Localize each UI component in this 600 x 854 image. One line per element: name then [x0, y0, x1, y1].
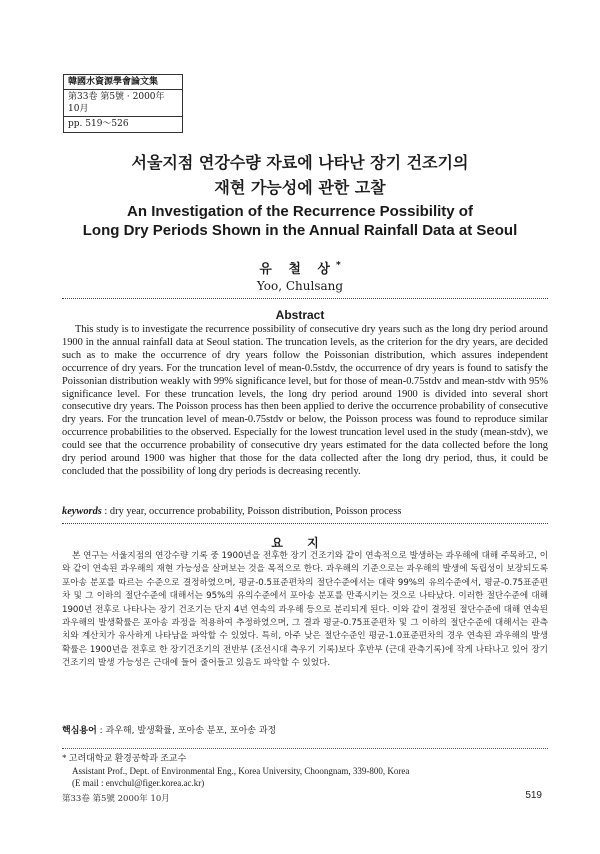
- footnote-affiliation-kr: * 고려대학교 환경공학과 조교수: [62, 753, 187, 763]
- korean-summary-text: 본 연구는 서울지점의 연강수량 기록 중 1900년을 전후한 장기 건조기와 같이 연속적으로 발생하는 과우해에 대해 주목하고, 이와 같이 연속된 과우해의 재현 가능성을 살펴보는 것을 목적으로 한다. 과우해의 기준으로는 과우해의 발생에 독립성이 보장되도록 포아송 분포를 따르는 수준으로 결정하였으며, 평균-0.5표준편차의 절단수준에서는 대략 99%의 유의수준에서, 평균-0.75표준편차 및 그 이하의 절단수준에 대해서는 95%의 유의수준에서 포아송 분포를 만족시키는 것으로 나타났다. 이러한 절단수준에 대해 1900년 전후로 나타나는 장기 건조기는 단지 4년 연속의 과우해 등으로 분리되게 된다. 이와 같이 결정된 절단수준에 대해 연속된 과우해의 발생확률은 포아송 과정을 적용하여 추정하였으며, 그 결과 평균-0.75표준편차 및 그 이하의 절단수준에 대해서는 관측치와 계산치가 유사하게 나타남을 파악할 수 있었다. 특히, 아주 낮은 절단수준인 평균-1.0표준편차의 경우 연속된 과우해의 발생확률은 1900년을 전후로 한 장기건조기의 전반부 (조선시대 측우기 기록)보다 후반부 (근대 관측기록)에 작게 나타나고 있어 장기 건조기의 발생 가능성은 근대에 들어 줄어들고 있음도 파악할 수 있었다.: [62, 551, 548, 669]
- journal-volume: 第33卷 第5號 · 2000年 10月: [64, 90, 182, 117]
- abstract-text: This study is to investigate the recurrence possibility of consecutive dry years such as the long dry period around 1900 in the annual rainfall data at Seoul station. The truncation levels, as the criterion for the dry years, are decided such as to make the occurrence of dry years follow the Poissonian distribution, which assures independent occurrence of dry years. For the truncation level of mean-0.5stdv, the occurrence of dry years is found to satisfy the Poissonian distribution weakly with 99% significance level, but for those of mean-0.75stdv and mean-stdv with 95% significance level. For these truncation levels, the long dry period around 1900 is divided into several short consecutive dry years. The Poisson process has then been applied to derive the occurrence probability of consecutive dry years. For the truncation level of mean-0.75stdv or below, the Poisson process was found to reproduce similar occurrence probabilities to the observed. Especially for the lowest truncation level used in the study (mean-stdv), we could see that the occurrence probability of consecutive dry years estimated for the data collected before the long dry period around 1900 was higher that those for the data collected after the long dry period, thus, it could be concluded that the possibility of long dry periods is decreasing recently.: [62, 324, 548, 477]
- footnote-divider: [62, 748, 548, 749]
- author-footnote-mark: *: [336, 260, 341, 271]
- author-korean: [0, 258, 600, 277]
- english-title-line-1: An Investigation of the Recurrence Possibility of: [127, 203, 473, 220]
- korean-title-line-2: 재현 가능성에 관한 고찰: [214, 178, 386, 197]
- core-keywords-list: : 과우해, 발생확률, 포아송 분포, 포아송 과정: [96, 726, 277, 736]
- korean-title-line-1: 서울지점 연강수량 자료에 나타난 장기 건조기의: [131, 153, 469, 172]
- journal-pages: pp. 519～526: [68, 119, 129, 130]
- author-korean-name: 유 철 상: [259, 262, 336, 277]
- page-number: 519: [525, 790, 542, 801]
- english-title-line-2: Long Dry Periods Shown in the Annual Rainfall Data at Seoul: [82, 222, 518, 239]
- korean-summary-heading: 요 지: [271, 536, 329, 550]
- keywords-list: : dry year, occurrence probability, Poisson distribution, Poisson process: [101, 506, 402, 517]
- keywords-line: [62, 506, 548, 517]
- footnote-affiliation-en: Assistant Prof., Dept. of Environmental Eng., Korea University, Choongnam, 339-800, Korea: [72, 765, 410, 776]
- abstract-heading: Abstract: [275, 308, 325, 322]
- core-keywords-line: [62, 723, 548, 736]
- journal-name: 韓國水資源學會論文集: [64, 75, 182, 90]
- divider-middle: [62, 523, 548, 524]
- core-keywords-label: 핵심용어: [62, 726, 97, 736]
- journal-info-box: [63, 74, 183, 133]
- footer-journal-issue: 第33卷 第5號 2000年 10月: [62, 794, 170, 804]
- keywords-label: keywords: [62, 506, 102, 517]
- author-footnote: [62, 752, 548, 790]
- footnote-email: (E mail : envchul@figer.korea.ac.kr): [72, 778, 205, 788]
- divider-top: [62, 298, 548, 299]
- author-english: Yoo, Chulsang: [256, 279, 344, 293]
